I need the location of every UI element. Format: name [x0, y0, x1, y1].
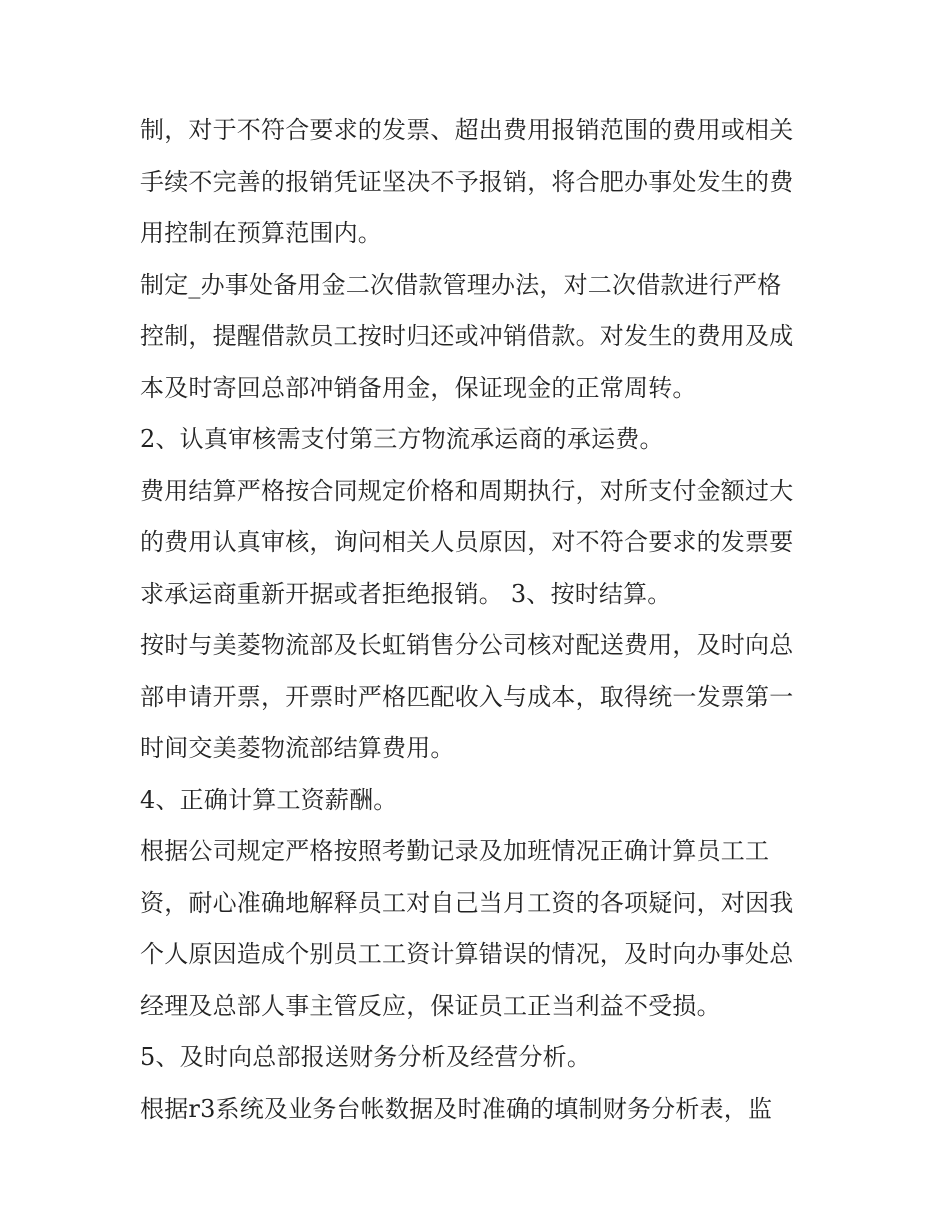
text-line: 制定_办事处备用金二次借款管理办法，对二次借款进行严格	[140, 270, 782, 299]
text-line: 时间交美菱物流部结算费用。	[140, 734, 455, 762]
text-line: 求承运商重新开据或者拒绝报销。 3、按时结算。	[140, 579, 672, 608]
text-line: 本及时寄回总部冲销备用金，保证现金的正常周转。	[140, 373, 697, 402]
text-line: 经理及总部人事主管反应，保证员工正当利益不受损。	[140, 991, 721, 1020]
text-line: 费用结算严格按合同规定价格和周期执行，对所支付金额过大	[140, 476, 794, 505]
text-line: 手续不完善的报销凭证坚决不予报销，将合肥办事处发生的费	[140, 167, 794, 196]
text-line: 个人原因造成个别员工工资计算错误的情况，及时向办事处总	[140, 940, 794, 968]
text-line: 部申请开票，开票时严格匹配收入与成本，取得统一发票第一	[140, 682, 794, 711]
section-heading: 2、认真审核需支付第三方物流承运商的承运费。	[140, 425, 664, 453]
text-line: 按时与美菱物流部及长虹销售分公司核对配送费用，及时向总	[140, 631, 794, 659]
text-line: 的费用认真审核，询问相关人员原因，对不符合要求的发票要	[140, 528, 794, 556]
text-line: 控制，提醒借款员工按时归还或冲销借款。对发生的费用及成	[140, 322, 794, 350]
document-body	[140, 105, 820, 1135]
text-line: 用控制在预算范围内。	[140, 219, 382, 247]
section-heading: 4、正确计算工资薪酬。	[140, 785, 398, 814]
text-line: 根据r3系统及业务台帐数据及时准确的填制财务分析表，监	[140, 1094, 773, 1123]
text-line: 制，对于不符合要求的发票、超出费用报销范围的费用或相关	[140, 116, 794, 144]
section-heading: 5、及时向总部报送财务分析及经营分析。	[140, 1043, 592, 1071]
text-line: 根据公司规定严格按照考勤记录及加班情况正确计算员工工	[140, 837, 770, 865]
text-line: 资，耐心准确地解释员工对自己当月工资的各项疑问，对因我	[140, 888, 794, 917]
